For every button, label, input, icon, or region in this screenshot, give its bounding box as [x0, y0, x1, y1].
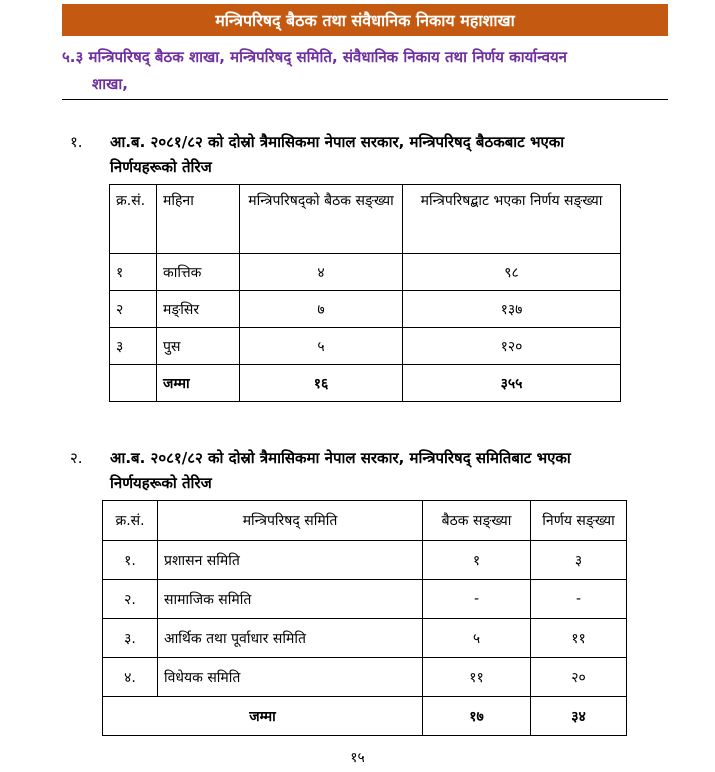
cell-meetings: ५	[240, 328, 403, 365]
cell-meetings: -	[423, 580, 531, 619]
col-header-decisions: निर्णय सङ्ख्या	[531, 501, 627, 541]
table2-title-line1: आ.ब. २०८१/८२ को दोस्रो त्रैमासिकमा नेपाल सरकार, मन्त्रिपरिषद् समितिबाट भएका	[110, 449, 571, 467]
section-heading-line2: शाखा,	[92, 75, 128, 93]
table-row	[103, 580, 627, 619]
cell-serial	[110, 365, 157, 402]
table1-number: १.	[70, 133, 83, 151]
page-number: १५	[350, 750, 365, 766]
cell-committee: सामाजिक समिति	[158, 580, 423, 619]
cell-committee: आर्थिक तथा पूर्वाधार समिति	[158, 619, 423, 658]
cell-decisions: ९८	[403, 254, 621, 291]
table-row	[103, 619, 627, 658]
table2-number: २.	[70, 449, 83, 467]
cell-month: मङ्सिर	[157, 291, 240, 328]
cell-serial: २.	[103, 580, 158, 619]
col-header-serial: क्र.सं.	[110, 185, 157, 254]
table-header-row	[110, 185, 621, 254]
cell-month: कात्तिक	[157, 254, 240, 291]
cell-total-decisions: ३४	[531, 697, 627, 736]
cell-meetings: ४	[240, 254, 403, 291]
cell-committee: प्रशासन समिति	[158, 541, 423, 580]
col-header-serial: क्र.सं.	[103, 501, 158, 541]
table-row	[110, 254, 621, 291]
cell-month: पुस	[157, 328, 240, 365]
table-row	[103, 658, 627, 697]
cell-serial: १.	[103, 541, 158, 580]
table1-title-line2: निर्णयहरूको तेरिज	[110, 158, 212, 176]
cell-meetings: १	[423, 541, 531, 580]
cell-serial: ४.	[103, 658, 158, 697]
cell-decisions: १३७	[403, 291, 621, 328]
col-header-decisions: मन्त्रिपरिषद्बाट भएका निर्णय सङ्ख्या	[403, 185, 621, 254]
col-header-committee: मन्त्रिपरिषद् समिति	[158, 501, 423, 541]
table-row	[110, 291, 621, 328]
cell-decisions: १२०	[403, 328, 621, 365]
cell-decisions: ११	[531, 619, 627, 658]
cell-total-label: जम्मा	[157, 365, 240, 402]
cell-committee: विधेयक समिति	[158, 658, 423, 697]
cell-decisions: ३	[531, 541, 627, 580]
table-total-row	[110, 365, 621, 402]
cell-total-meetings: १७	[423, 697, 531, 736]
cell-meetings: ५	[423, 619, 531, 658]
table2-title	[70, 446, 668, 496]
col-header-month: महिना	[157, 185, 240, 254]
table-row	[110, 328, 621, 365]
department-banner: मन्त्रिपरिषद् बैठक तथा संवैधानिक निकाय महाशाखा	[62, 4, 668, 36]
cabinet-committee-table	[102, 500, 627, 736]
col-header-meetings: मन्त्रिपरिषद्को बैठक सङ्ख्या	[240, 185, 403, 254]
table1-title-line1: आ.ब. २०८१/८२ को दोस्रो त्रैमासिकमा नेपाल सरकार, मन्त्रिपरिषद् बैठकबाट भएका	[110, 133, 565, 151]
table1-title	[70, 130, 668, 180]
section-heading	[62, 44, 668, 98]
heading-divider	[62, 99, 668, 100]
table-row	[103, 541, 627, 580]
cell-total-decisions: ३५५	[403, 365, 621, 402]
cell-serial: ३	[110, 328, 157, 365]
section-heading-line1: ५.३ मन्त्रिपरिषद् बैठक शाखा, मन्त्रिपरिषद् समिति, संवैधानिक निकाय तथा निर्णय कार्यान्वयन	[62, 48, 568, 66]
cell-serial: २	[110, 291, 157, 328]
table2-title-line2: निर्णयहरूको तेरिज	[110, 474, 212, 492]
cell-total-label: जम्मा	[103, 697, 423, 736]
cabinet-meeting-table	[109, 184, 621, 402]
cell-serial: १	[110, 254, 157, 291]
cell-total-meetings: १६	[240, 365, 403, 402]
table-total-row	[103, 697, 627, 736]
col-header-meetings: बैठक सङ्ख्या	[423, 501, 531, 541]
cell-meetings: ७	[240, 291, 403, 328]
cell-serial: ३.	[103, 619, 158, 658]
cell-meetings: ११	[423, 658, 531, 697]
table-header-row	[103, 501, 627, 541]
cell-decisions: २०	[531, 658, 627, 697]
cell-decisions: -	[531, 580, 627, 619]
